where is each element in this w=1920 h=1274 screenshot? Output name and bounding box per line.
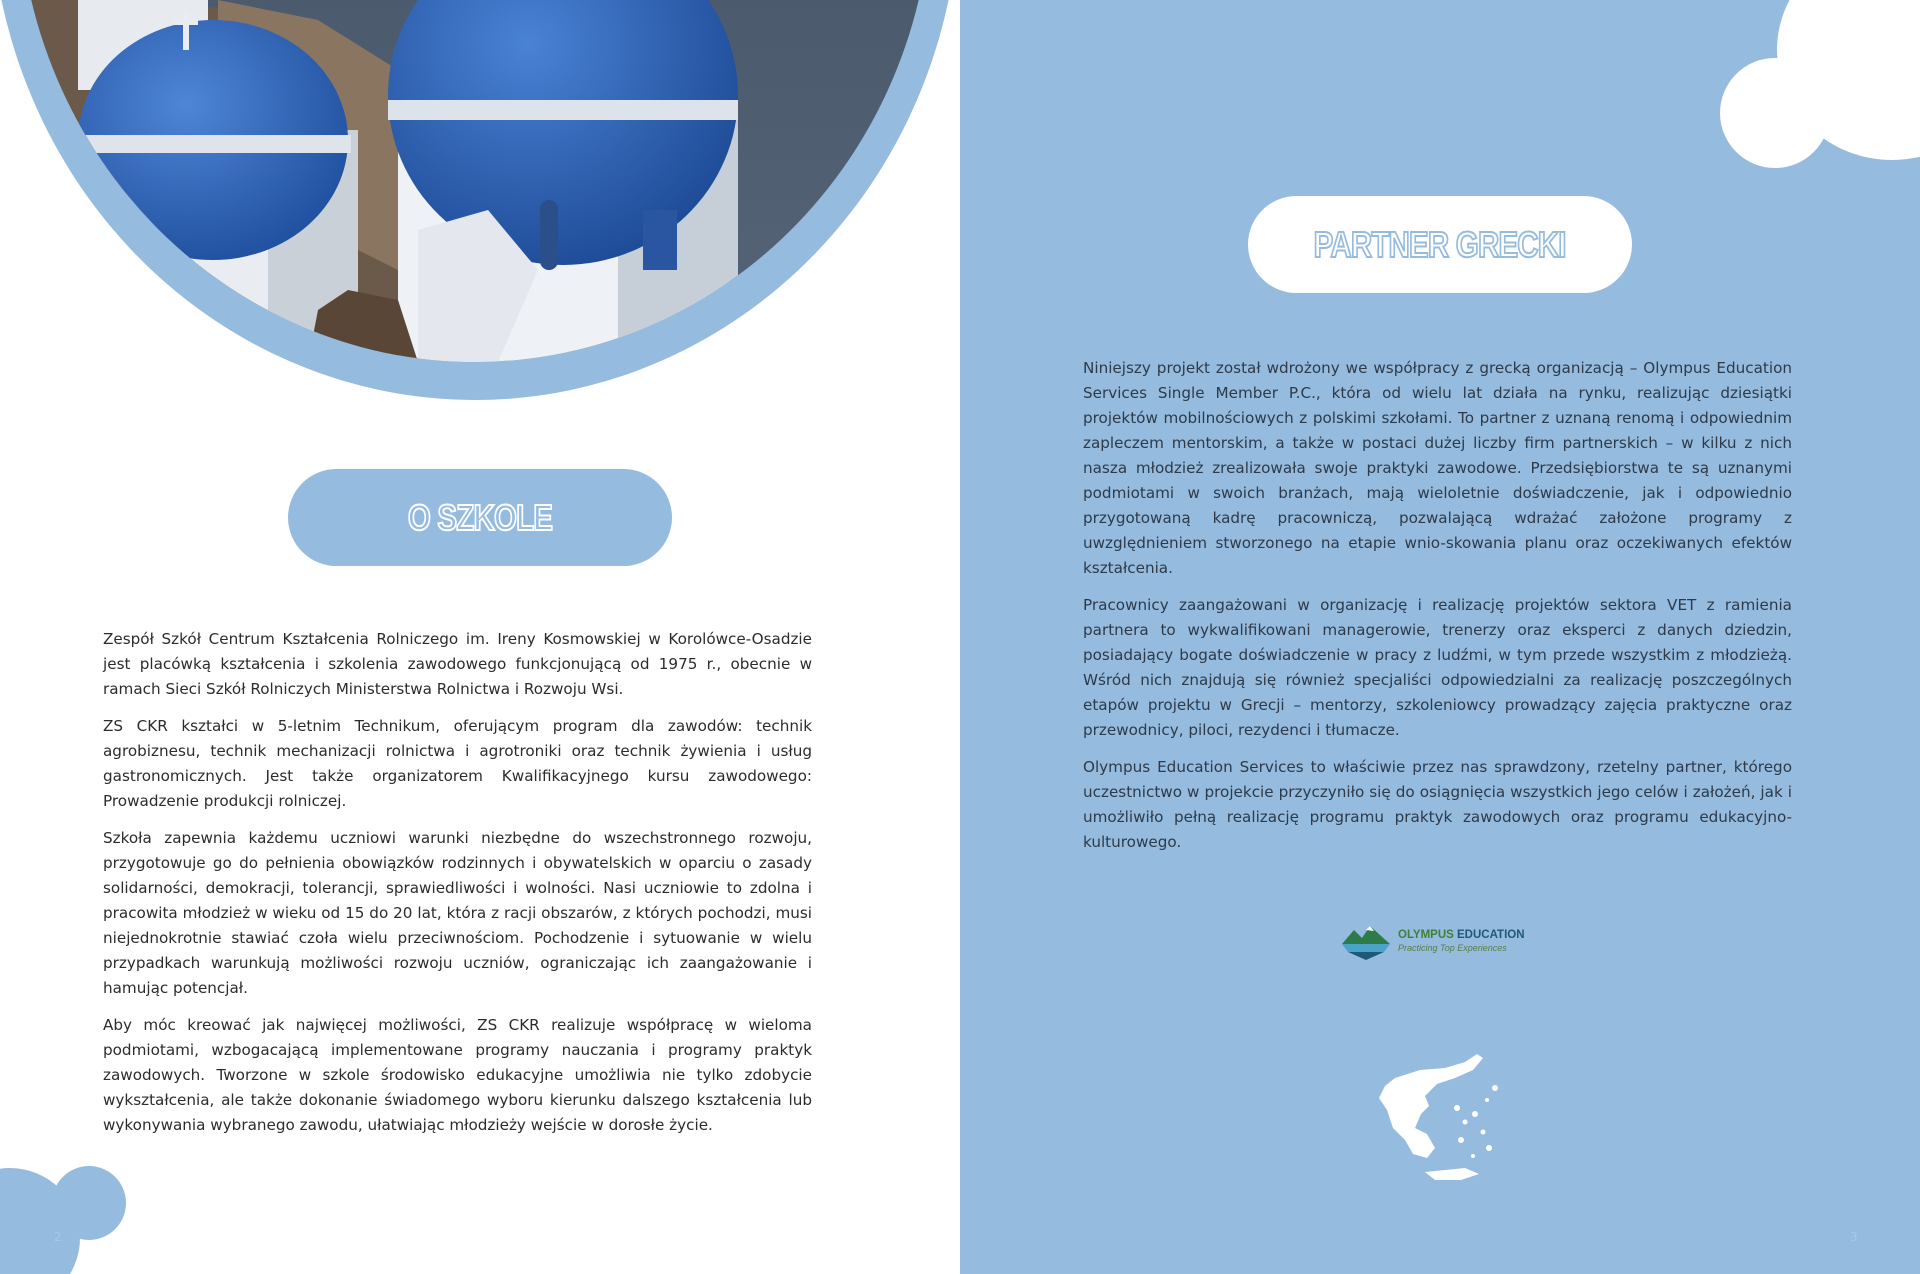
right-page (960, 0, 1920, 1274)
greek-partner-text (1083, 356, 1792, 867)
about-school-title-pill (288, 469, 672, 566)
about-paragraph: ZS CKR kształci w 5-letnim Technikum, oferującym program dla zawodów: technik agrobiznesu, technik mechanizacji rolnictwa i agrotroniki oraz technik żywienia i usług gastronomicznych. Jest także organizatorem Kwalifikacyjnego kursu zawodowego: Prowadzenie produkcji rolniczej. (103, 717, 812, 810)
logo-name-part2: EDUCATION (1457, 929, 1525, 941)
greek-partner-title-pill (1248, 196, 1632, 293)
page-number-right: 3 (1850, 1230, 1858, 1244)
decorative-cloud-right-small (1720, 58, 1830, 168)
about-paragraph: Szkoła zapewnia każdemu uczniowi warunki niezbędne do wszechstronnego rozwoju, przygotowuje go do pełnienia obowiązków rodzinnych i obywatelskich w oparciu o zasady solidarności, demokracji, tolerancji, sprawiedliwości i wolności. Nasi uczniowie to zdolna i pracowita młodzież w wieku od 15 do 20 lat, która z racji obszarów, z których pochodzi, musi niejednokrotnie stawiać czoła wielu przeciwnościom. Pochodzenie i sytuowanie w wielu przypadkach warunkują możliwości rozwoju uczniów, ograniczając ich zaangażowanie i hamując potencjał. (103, 829, 812, 997)
partner-paragraph: Niniejszy projekt został wdrożony we współpracy z grecką organizacją – Olympus Education Services Single Member P.C., która od wielu lat działa na rynku, realizując dziesiątki projektów mobilnościowych z polskimi szkołami. To partner z uznaną renomą i odpowiednim zapleczem mentorskim, a także w postaci dużej liczby firm partnerskich – w kilku z nich nasza młodzież zrealizowała swoje praktyki zawodowe. Przedsiębiorstwa te są uznanymi podmiotami w swoich branżach, mają wieloletnie doświadczenie, jak i odpowiednio przygotowaną kadrę pracowniczą, pozwalającą wdrażać założone programy z uwzględnieniem stworzonego na etapie wnio-skowania planu oraz oczekiwanych efektów kształcenia. (1083, 359, 1792, 577)
logo-name (1398, 929, 1525, 942)
olympus-education-logo (1340, 920, 1550, 964)
santorini-illustration (18, 0, 932, 362)
about-school-title: O SZKOLE (407, 496, 553, 538)
greek-partner-title: PARTNER GRECKI (1313, 223, 1567, 265)
about-paragraph: Aby móc kreować jak najwięcej możliwości, ZS CKR realizuje współpracę w wieloma podmiotami, wzbogacającą implementowane programy nauczania i programy praktyk zawodowych. Tworzone w szkole środowisko edukacyjne umożliwia nie tylko zdobycie wykształcenia, ale także dokonanie świadomego wyboru kierunku dalszego kształcenia lub wykonywania wybranego zawodu, ułatwiając młodzieży wejście w dorosłe życie. (103, 1016, 812, 1134)
page-number-left: 2 (54, 1230, 62, 1244)
partner-paragraph: Olympus Education Services to właściwie przez nas sprawdzony, rzetelny partner, którego uczestnictwo w projekcie przyczyniło się do osiągnięcia wszystkich jego celów i założeń, jak i umożliwiło pełną realizację programu praktyk zawodowych oraz programu edukacyjno-kulturowego. (1083, 758, 1792, 851)
greece-map-icon (1365, 1048, 1515, 1194)
partner-paragraph: Pracownicy zaangażowani w organizację i realizację projektów sektora VET z ramienia partnera to wykwalifikowani managerowie, trenerzy oraz eksperci z danych dziedzin, posiadający bogate doświadczenie w pracy z ludźmi, w tym przede wszystkim z młodzieżą. Wśród nich znajdują się również specjaliści odpowiedzialni za realizację poszczególnych etapów projektu w Grecji – mentorzy, szkoleniowcy prowadzący zajęcia praktyczne oraz przewodnicy, piloci, rezydenci i tłumacze. (1083, 596, 1792, 739)
santorini-domes-photo (18, 0, 932, 362)
logo-name-part1: OLYMPUS (1398, 929, 1454, 941)
logo-tagline: Practicing Top Experiences (1398, 943, 1507, 953)
mountain-logo-icon (1340, 922, 1392, 962)
decorative-cloud-left-small (52, 1166, 126, 1240)
about-paragraph: Zespół Szkół Centrum Kształcenia Rolniczego im. Ireny Kosmowskiej w Korolówce-Osadzie jest placówką kształcenia i szkolenia zawodowego funkcjonującą od 1975 r., obecnie w ramach Sieci Szkół Rolniczych Ministerstwa Rolnictwa i Rozwoju Wsi. (103, 630, 812, 698)
about-school-text (103, 627, 812, 1150)
